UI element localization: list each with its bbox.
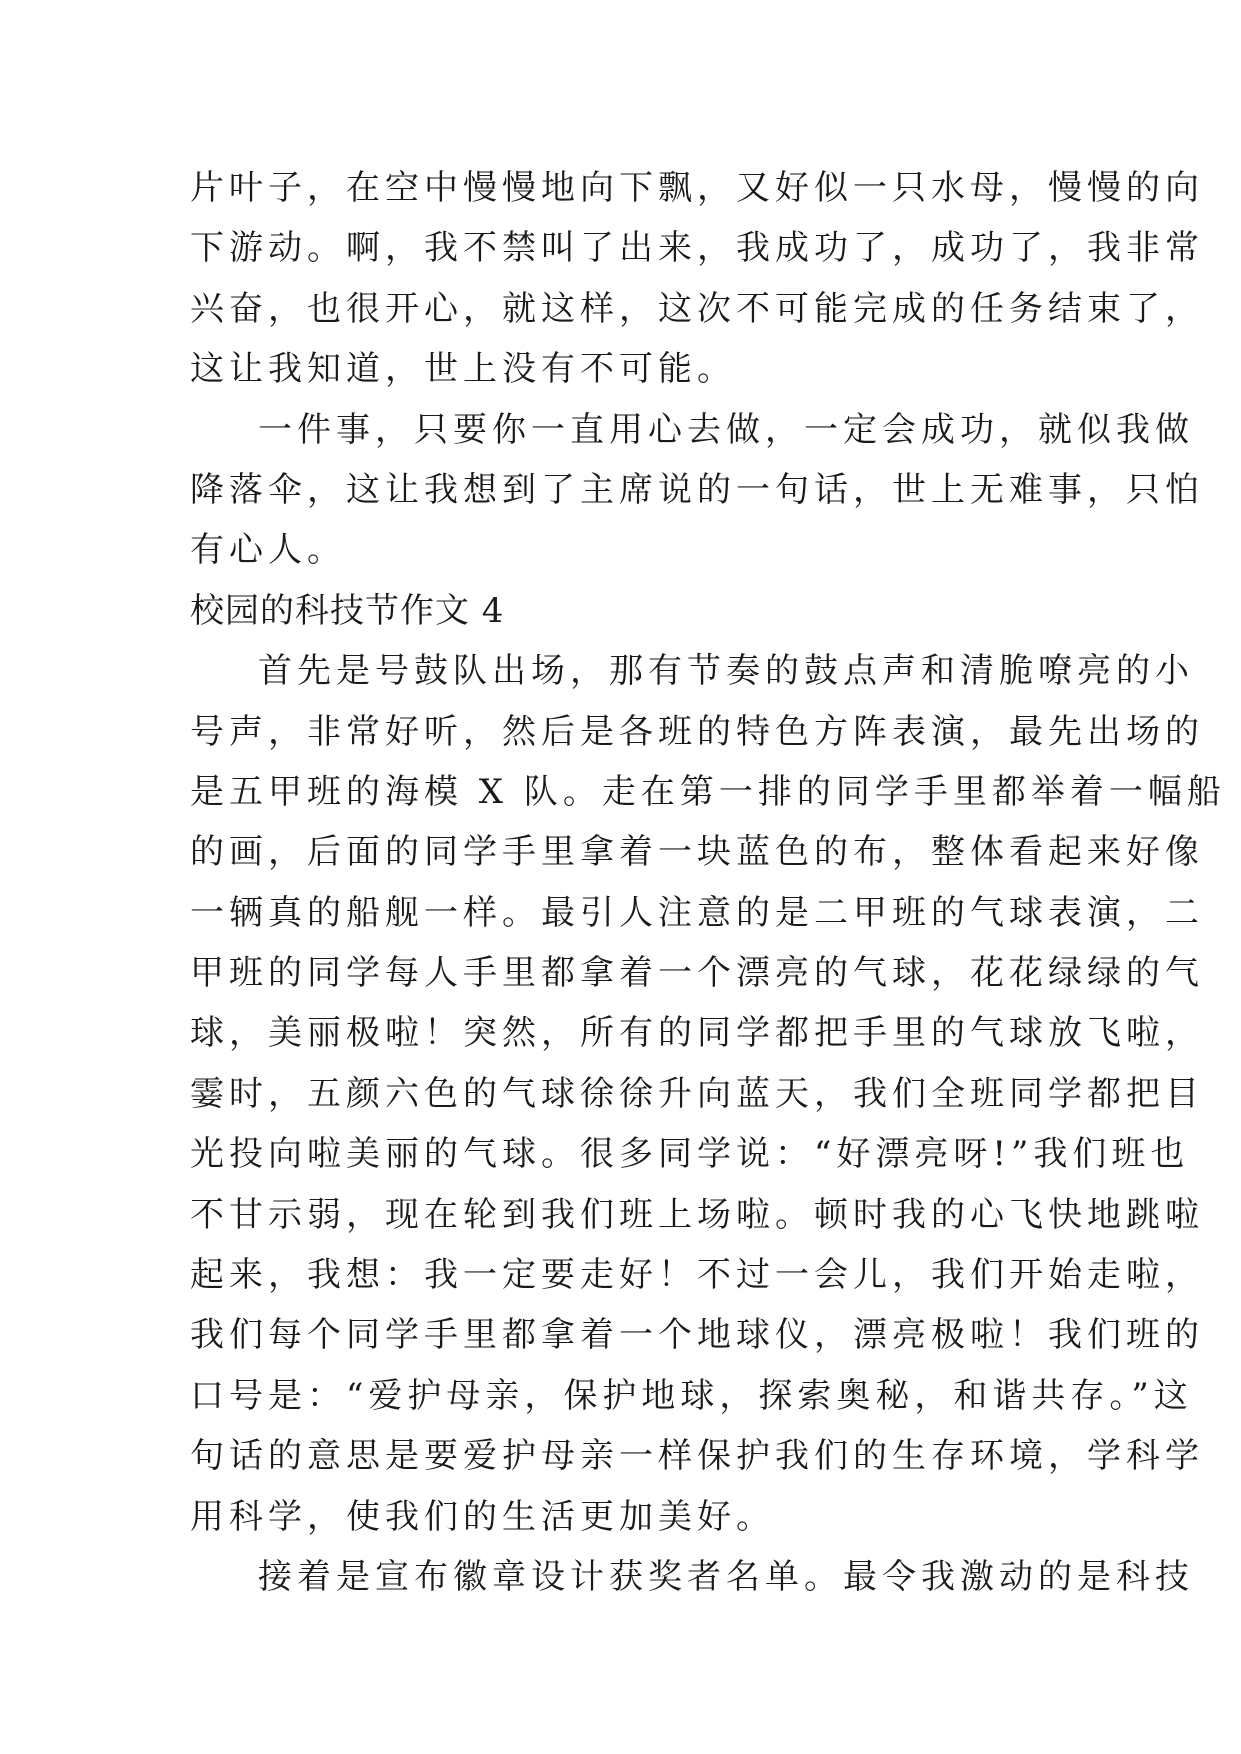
paragraph-awards [190,1547,1194,1607]
text-line: 我们每个同学手里都拿着一个地球仪，漂亮极啦！我们班的 [190,1315,1204,1356]
paragraph-conclusion [190,400,1204,581]
text-line: 是五甲班的海模 X 队。走在第一排的同学手里都举着一幅船 [190,771,1226,812]
document-body [190,158,1226,1607]
text-line: 片叶子，在空中慢慢地向下飘，又好似一只水母，慢慢的向 [190,168,1204,208]
text-line: 不甘示弱，现在轮到我们班上场啦。顿时我的心飞快地跳啦 [190,1194,1204,1235]
text-line: 甲班的同学每人手里都拿着一个漂亮的气球，花花绿绿的气 [190,953,1204,994]
text-line: 首先是号鼓队出场，那有节奏的鼓点声和清脆嘹亮的小 [258,651,1194,692]
text-line: 降落伞，这让我想到了主席说的一句话，世上无难事，只怕 [190,469,1204,510]
text-line: 兴奋，也很开心，就这样，这次不可能完成的任务结束了， [190,288,1204,329]
text-line: 球，美丽极啦！突然，所有的同学都把手里的气球放飞啦， [190,1013,1204,1054]
paragraph-parade [190,641,1226,1547]
text-line: 口号是：“爱护母亲，保护地球，探索奥秘，和谐共存。”这 [190,1375,1193,1416]
text-line: 光投向啦美丽的气球。很多同学说：“好漂亮呀!”我们班也 [190,1134,1190,1175]
text-line: 号声，非常好听，然后是各班的特色方阵表演，最先出场的 [190,711,1204,752]
text-line: 有心人。 [190,530,346,571]
text-line: 一件事，只要你一直用心去做，一定会成功，就似我做 [258,409,1194,450]
text-line: 接着是宣布徽章设计获奖者名单。最令我激动的是科技 [258,1556,1194,1597]
text-line: 这让我知道，世上没有不可能。 [190,349,736,390]
text-line: 的画，后面的同学手里拿着一块蓝色的布，整体看起来好像 [190,832,1204,873]
text-line: 起来，我想：我一定要走好！不过一会儿，我们开始走啦， [190,1255,1204,1296]
section-heading: 校园的科技节作文 4 [190,590,505,631]
text-line: 下游动。啊，我不禁叫了出来，我成功了，成功了，我非常 [190,228,1204,269]
paragraph-continued [190,158,1204,400]
text-line: 用科学，使我们的生活更加美好。 [190,1496,775,1537]
text-line: 句话的意思是要爱护母亲一样保护我们的生存环境，学科学 [190,1436,1204,1477]
text-line: 一辆真的船舰一样。最引人注意的是二甲班的气球表演，二 [190,892,1204,933]
text-line: 霎时，五颜六色的气球徐徐升向蓝天，我们全班同学都把目 [190,1073,1204,1114]
